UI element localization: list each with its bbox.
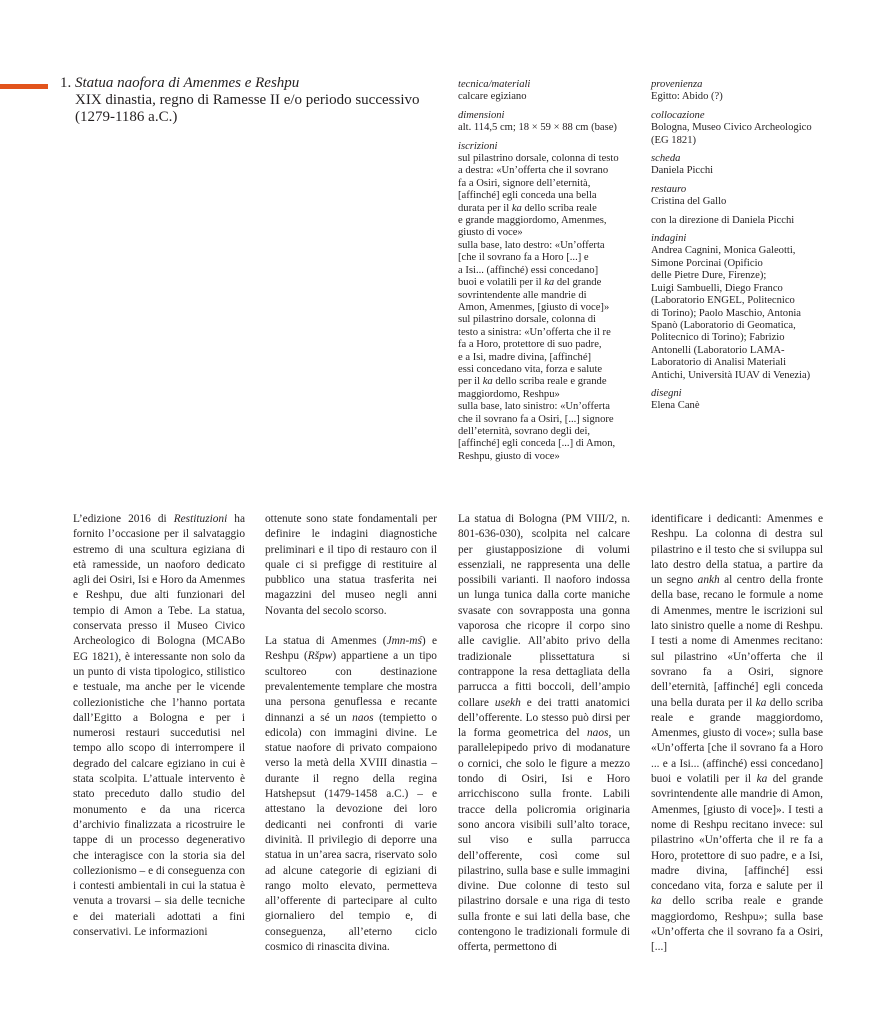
- meta-value: Cristina del Gallo: [651, 196, 727, 208]
- meta-block-restoration: [651, 184, 841, 209]
- meta-block-inscriptions: [458, 141, 636, 464]
- meta-label: collocazione: [651, 109, 705, 121]
- entry-dates: (1279-1186 a.C.): [75, 109, 178, 125]
- meta-label: dimensioni: [458, 109, 505, 121]
- meta-label: iscrizioni: [458, 140, 498, 152]
- entry-dynasty: XIX dinastia, regno di Ramesse II e/o periodo successivo: [75, 92, 420, 108]
- meta-value: sul pilastrino dorsale, colonna di testo a destra: «Un’offerta che il sovrano fa a Osiri, signore dell’eternità, [affinché] egli conceda una bella durata per il ka dello scriba reale e grande maggiordomo, Amenmes, giusto di voce» sulla base, lato destro: «Un’offerta [che il sovrano fa a Horo [...] e a Isi... (affinché) essi concedano] buoi e volatili per il ka del grande sovrintendente alle mandrie di Amon, Amenmes, [giusto di voce]» sul pilastrino dorsale, colonna di testo a sinistra: «Un’offerta che il re fa a Horo, protettore di suo padre, e a Isi, madre divina, [affinché] essi concedano vita, forza e salute per il ka dello scriba reale e grande maggiordomo, Reshpu» sulla base, lato sinistro: «Un’offerta che il sovrano fa a Osiri, [...] signore dell’eternità, sovrano degli dei, [affinché] egli conceda [...] di Amon, Reshpu, giusto di voce»: [458, 153, 619, 462]
- meta-block-location: [651, 110, 841, 147]
- meta-block-dimensions: [458, 110, 636, 135]
- meta-label: scheda: [651, 153, 681, 165]
- meta-value: Andrea Cagnini, Monica Galeotti, Simone Porcinai (Opificio delle Pietre Dure, Firenze); Luigi Sambuelli, Diego Franco (Laboratorio ENGEL, Politecnico di Torino); Paolo Maschio, Antonia Spanò (Laboratorio di Geomatica, Politecnico di Torino); Fabrizio Antonelli (Laboratorio LAMA- Laboratorio di Analisi Materiali Antichi, Università IUAV di Venezia): [651, 245, 811, 381]
- meta-value: Bologna, Museo Civico Archeologico (EG 1821): [651, 122, 812, 146]
- meta-value: Daniela Picchi: [651, 165, 714, 177]
- meta-value: calcare egiziano: [458, 91, 527, 103]
- meta-label: indagini: [651, 233, 687, 245]
- metadata-column-technical: [458, 79, 636, 469]
- body-paragraph: La statua di Amenmes (Jmn-mś) e Reshpu (Ršpw) appartiene a un tipo scultoreo con destinazione prevalentemente templare che mostra una persona genuflessa e recante dinnanzi a sé un naos (tempietto o edicola) con immagini divine. Le statue naofore di privato compaiono verso la metà della XVIII dinastia – durante il regno della regina Hatshepsut (1479-1458 a.C.) – e attestano la devozione dei loro dedicanti nei confronti di varie divinità. Il privilegio di deporre una statua in un’area sacra, riservato solo ad alcune categorie di egiziani di rango molto elevato, permetteva all’offerente di partecipare al culto giornaliero del tempio e, di conseguenza, all’eterno ciclo cosmico di rinascita divina.: [265, 635, 437, 954]
- entry-title: Statua naofora di Amenmes e Reshpu: [75, 75, 300, 91]
- meta-value: con la direzione di Daniela Picchi: [651, 214, 795, 226]
- meta-value: Elena Canè: [651, 400, 700, 412]
- meta-block-provenance: [651, 79, 841, 104]
- meta-label: disegni: [651, 387, 682, 399]
- body-paragraph: identificare i dedicanti: Amenmes e Reshpu. La colonna di destra sul pilastrino e il testo che si sviluppa sul lato destro della statua, a partire da un segno ankh al centro della fronte della base, recano le formule a nome di Amenmes, mentre le iscrizioni sul lato sinistro quelle a nome di Reshpu. I testi a nome di Amenmes recitano: sul pilastrino «Un’offerta che il sovrano fa a Osiri, signore dell’eternità, [affinché] egli conceda una bella durata per il ka dello scriba reale e grande maggiordomo, Amenmes, giusto di voce»; sulla base «Un’offerta [che il sovrano fa a Horo ... e a Isi... (affinché) essi concedano] buoi e volatili per il ka del grande sovrintendente alle mandrie di Amon, Amenmes, [giusto di voce]». I testi a nome di Reshpu recitano invece: sul pilastrino «Un’offerta che il re fa a Horo, protettore di suo padre, e a Isi, madre divina, [affinché] essi concedano vita, forza e salute per il ka dello scriba reale e grande maggiordomo, Reshpu»; sulla base «Un’offerta che il sovrano fa a Osiri, [...]: [651, 513, 823, 954]
- meta-block-technique: [458, 79, 636, 104]
- entry-number: 1.: [60, 75, 72, 91]
- meta-block-direction: [651, 215, 841, 227]
- metadata-column-credits: [651, 79, 841, 419]
- body-paragraph: ottenute sono state fondamentali per definire le indagini diagnostiche preliminari e il tipo di restauro con il quale ci si prefigge di restituire al pubblico una statua trasferita nei magazzini del museo negli anni Novanta del secolo scorso.: [265, 513, 437, 617]
- body-paragraph: La statua di Bologna (PM VIII/2, n. 801-636-030), scolpita nel calcare per giustapposizione di volumi essenziali, ne rappresenta una delle possibili varianti. Il naoforo indossa un lunga tunica dalla corte maniche svasate con sovrapposta una gonna vaporosa che ricopre il corpo sino alle caviglie. All’abito privo della tradizionale plissettatura si contrappone la resa dettagliata della parrucca a fitti boccoli, dell’ampio collare usekh e dei tratti anatomici dell’offerente. Lo stesso può dirsi per la forma geometrica del naos, un parallelepipedo privo di modanature o cornici, che solo le figure a mezzo tondo di Osiri, Isi e Horo arricchiscono sulla fronte. Labili tracce della policromia originaria sono ancora visibili sull’alto torace, sul viso e sulla parrucca dell’offerente, così come sul pilastrino, sulla base e sulle immagini divine. Due colonne di testo sul pilastrino dorsale e una riga di testo sulla fronte e sui lati della base, che contengono le tradizionali formule di offerta, permettono di: [458, 513, 630, 954]
- entry-heading: [60, 75, 440, 126]
- meta-label: provenienza: [651, 79, 703, 90]
- body-paragraph: L’edizione 2016 di Restituzioni ha fornito l’occasione per il salvataggio estremo di una scultura egiziana di età ramesside, un naoforo dedicato agli dei Osiri, Isi e Horo da Amenmes e Reshpu, due alti funzionari del tempio di Amon a Tebe. La statua, conservata presso il Museo Civico Archeologico di Bologna (MCABo EG 1821), è interessante non solo da un punto di vista tipologico, stilistico e testuale, ma anche per le vicende collezionistiche che l’hanno portata dall’Egitto a Bologna e per i numerosi restauri succedutisi nel tempo allo scopo di interrompere il degrado del calcare egiziano in cui è stata scolpita. L’attuale intervento è stato preceduto dallo studio del monumento e da una ricerca d’archivio finalizzata a ricostruire le tappe di un processo degenerativo che interagisce con la storia sia del collezionismo – e di conseguenza con i contesti ambientali in cui la statua è venuta a trovarsi – sia delle tecniche e dei materiali adottati a fini conservativi. Le informazioni: [73, 513, 246, 939]
- accent-bar: [0, 84, 48, 89]
- meta-block-investigations: [651, 233, 841, 382]
- body-column-2: [265, 512, 437, 955]
- meta-value: Egitto: Abido (?): [651, 91, 723, 103]
- meta-value: alt. 114,5 cm; 18 × 59 × 88 cm (base): [458, 122, 617, 134]
- body-column-1: [73, 512, 245, 940]
- meta-block-record: [651, 153, 841, 178]
- meta-label: restauro: [651, 183, 687, 195]
- body-column-4: [651, 512, 823, 956]
- body-column-3: [458, 512, 630, 956]
- entry-heading-text: [75, 75, 440, 126]
- meta-block-drawings: [651, 388, 841, 413]
- meta-label: tecnica/materiali: [458, 79, 531, 90]
